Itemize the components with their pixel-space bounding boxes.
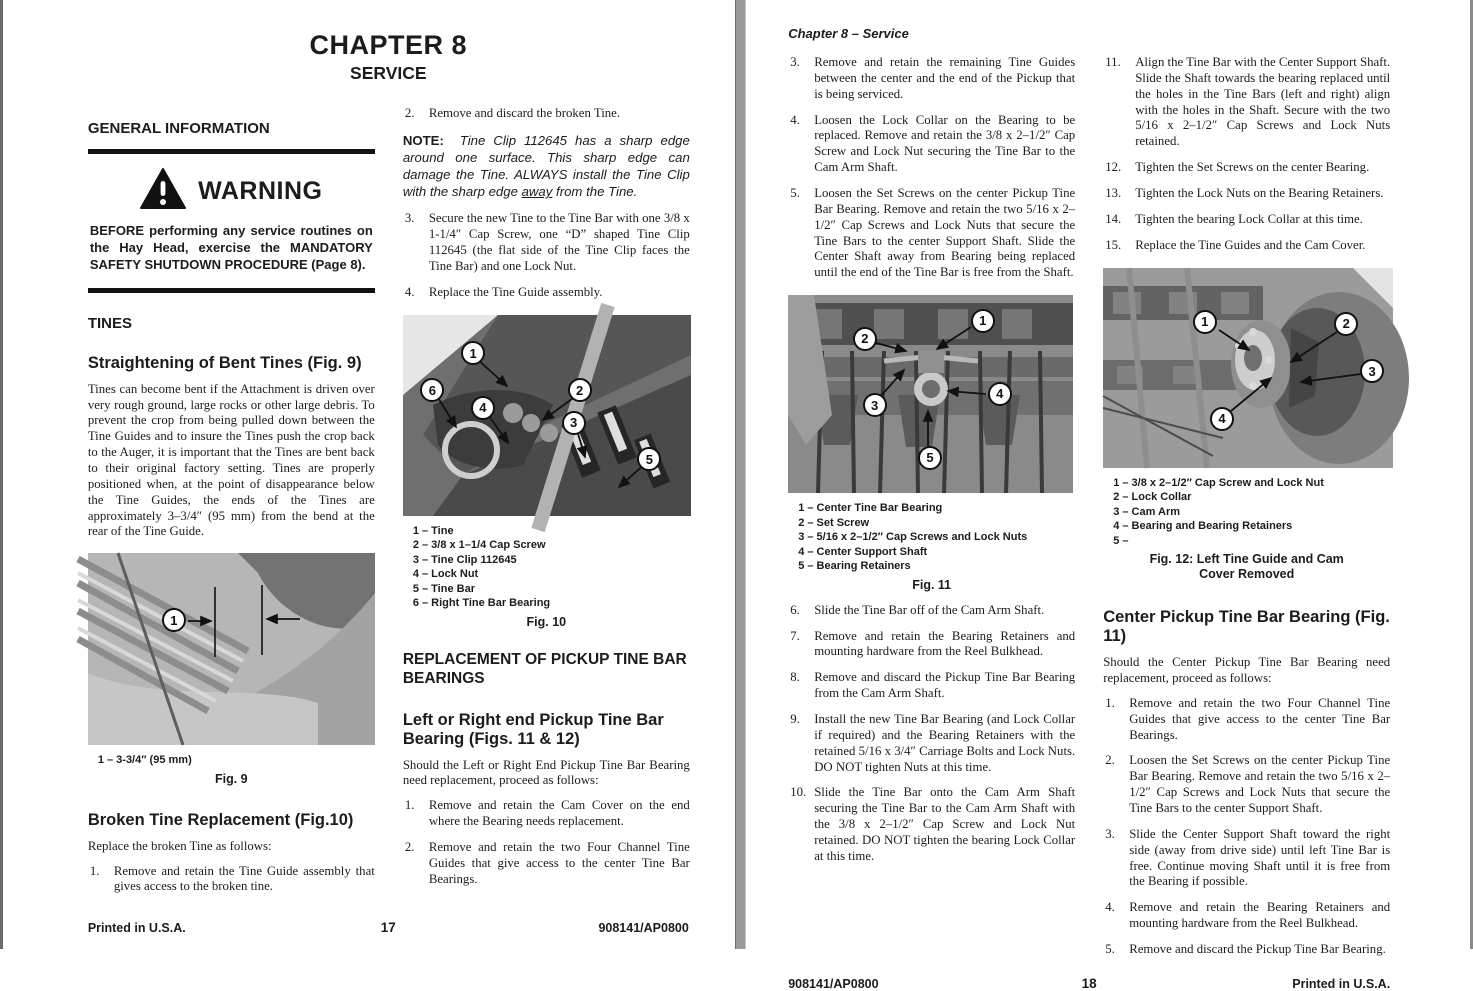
callout-5: 5 — [637, 447, 661, 471]
step-item: 8. Remove and discard the Pickup Tine Bar Bearing from the Cam Arm Shaft. — [790, 670, 1076, 701]
callout-4: 4 — [1210, 407, 1234, 431]
step-item: 14. Tighten the bearing Lock Collar at this time. — [1105, 211, 1363, 226]
step-item: 2. Remove and retain the two Four Channel Tine Guides that give access to the center Tine Bar Bearings. — [404, 840, 690, 886]
step-item: 10. Slide the Tine Bar onto the Cam Arm Shaft securing the Tine Bar to the Cam Arm Shaft with the 3/8 x 2–1/2″ Cap Screw and Lock Nut retained. DO NOT tighten the bearing Lock Collar at this time. — [790, 785, 1076, 863]
p17-column-2 — [403, 106, 690, 905]
broken-tine-heading: Broken Tine Replacement (Fig.10) — [87, 810, 354, 829]
step-item: 4. Loosen the Lock Collar on the Bearing to be replaced. Remove and retain the 3/8 x 2–1/2″ Cap Screw and Lock Nut securing the Tine Bar to the Cam Arm Shaft. — [790, 112, 1076, 175]
chapter-title: CHAPTER 8 — [309, 30, 468, 60]
callout-4: 4 — [988, 382, 1012, 406]
fig9-caption: Fig. 9 — [214, 771, 248, 786]
figure-10 — [403, 315, 690, 516]
callout-3: 3 — [863, 393, 887, 417]
fig10-label-list: 1 – Tine 2 – 3/8 x 1–1/4 Cap Screw 3 – Tine Clip 112645 4 – Lock Nut 5 – Tine Bar 6 – Right Tine Bar Bearing — [412, 524, 551, 610]
warning-label: WARNING — [198, 177, 323, 205]
p18-column-1 — [788, 55, 1075, 968]
p18-column-2 — [1103, 55, 1390, 968]
callout-2: 2 — [853, 327, 877, 351]
callout-6: 6 — [420, 378, 444, 402]
fig11-label-list: 1 – Center Tine Bar Bearing 2 – Set Screw 3 – 5/16 x 2–1/2″ Cap Screws and Lock Nuts 4 – Center Support Shaft 5 – Bearing Retainers — [798, 502, 1028, 573]
callout-1: 1 — [162, 608, 186, 632]
step-item: 13. Tighten the Lock Nuts on the Bearing Retainers. — [1105, 186, 1384, 201]
step-item: 4. Remove and retain the Bearing Retainers and mounting hardware from the Reel Bulkhead. — [1105, 900, 1391, 931]
step-item: 4. Replace the Tine Guide assembly. — [404, 284, 603, 299]
step-item: 1. Remove and retain the Tine Guide assembly that gives access to the broken tine. — [89, 863, 375, 894]
step-item: 3. Remove and retain the remaining Tine Guides between the center and the end of the Pickup that is being serviced. — [790, 55, 1076, 101]
step-item: 6. Slide the Tine Bar off of the Cam Arm Shaft. — [790, 602, 1045, 617]
step-item: 7. Remove and retain the Bearing Retainers and mounting hardware from the Reel Bulkhead. — [790, 628, 1076, 659]
page-18 — [746, 0, 1470, 991]
page-number: 18 — [1081, 975, 1097, 991]
tines-heading: TINES — [87, 314, 132, 332]
callout-2: 2 — [1334, 312, 1358, 336]
footer-printed: Printed in U.S.A. — [87, 921, 186, 935]
broken-tine-intro: Replace the broken Tine as follows: — [87, 838, 272, 853]
center-bearing-heading: Center Pickup Tine Bar Bearing (Fig. 11) — [1103, 608, 1390, 646]
fig10-photo — [403, 315, 691, 516]
fig9-label-list — [98, 753, 375, 768]
replacement-heading: REPLACEMENT OF PICKUP TINE BAR BEARINGS — [402, 650, 687, 688]
warning-triangle-icon — [140, 168, 186, 215]
step-item: 2. Remove and discard the broken Tine. — [404, 106, 621, 120]
warning-text: BEFORE performing any service routines on the Hay Head, exercise the MANDATORY SAFETY SHUTDOWN PROCEDURE (Page 8). — [89, 223, 373, 272]
left-right-intro: Should the Left or Right End Pickup Tine Bar Bearing need replacement, proceed as follows: — [402, 757, 690, 788]
step-item: 3. Secure the new Tine to the Tine Bar with one 3/8 x 1-1/4″ Cap Screw, one “D” shaped Tine Clip 112645 (the flat side of the Tine Clip faces the Tine Bar) and one Lock Nut. — [404, 211, 690, 274]
callout-2: 2 — [568, 378, 592, 402]
footer-doc-number: 908141/AP0800 — [788, 976, 879, 991]
fig12-photo — [1103, 268, 1393, 468]
step-item: 5. Loosen the Set Screws on the center Pickup Tine Bar Bearing. Remove and retain the two 5/16 x 2–1/2″ Cap Screws and Lock Nuts that secure the Tine Bars to the center Support Shaft. Slide the Center Shaft away from Bearing being replaced until the end of the Tine Bar is free from the Shaft. — [790, 186, 1076, 280]
callout-1: 1 — [971, 309, 995, 333]
step-item: 1. Remove and retain the two Four Channel Tine Guides that give access to the center Tine Bar Bearings. — [1105, 695, 1391, 742]
step-item: 5. Remove and discard the Pickup Tine Bar Bearing. — [1105, 942, 1386, 956]
step-item: 1. Remove and retain the Cam Cover on the end where the Bearing needs replacement. — [404, 798, 690, 829]
callout-3: 3 — [562, 411, 586, 435]
step-item: 15. Replace the Tine Guides and the Cam Cover. — [1105, 237, 1366, 252]
callout-5: 5 — [918, 446, 942, 470]
callout-3: 3 — [1360, 359, 1384, 383]
fig11-caption: Fig. 11 — [912, 577, 952, 592]
p18-footer — [788, 968, 1390, 991]
straightening-heading: Straightening of Bent Tines (Fig. 9) — [87, 353, 362, 372]
p17-footer — [88, 912, 689, 935]
step-item: 12. Tighten the Set Screws on the center Bearing. — [1105, 160, 1370, 175]
figure-12 — [1103, 268, 1390, 468]
fig12-label-list: 1 – 3/8 x 2–1/2″ Cap Screw and Lock Nut 2 – Lock Collar 3 – Cam Arm 4 – Bearing and Bearing Retainers 5 – — [1113, 476, 1324, 547]
left-right-heading: Left or Right end Pickup Tine Bar Bearing (Figs. 11 & 12) — [402, 710, 664, 748]
fig9-label: 1 – 3-3/4″ (95 mm) — [97, 754, 192, 767]
callout-1: 1 — [1193, 310, 1217, 334]
step-item: 3. Slide the Center Support Shaft toward the right side (away from drive side) until left Tine Bar is free. Continue moving Shaft until it is free from the Bearing if possible. — [1105, 826, 1391, 889]
page-number: 17 — [380, 920, 396, 935]
chapter-subtitle: SERVICE — [350, 63, 427, 83]
center-bearing-intro: Should the Center Pickup Tine Bar Bearing need replacement, proceed as follows: — [1103, 655, 1391, 685]
note-paragraph: NOTE: Tine Clip 112645 has a sharp edge around one surface. This sharp edge can damage the Tine. ALWAYS install the Tine Clip with the sharp edge away from the Tine. — [402, 132, 690, 200]
footer-doc-number: 908141/AP0800 — [598, 921, 689, 935]
running-header: Chapter 8 – Service — [788, 26, 909, 41]
straightening-paragraph: Tines can become bent if the Attachment is driven over very rough ground, large rocks or other large debris. To prevent the crop from being pulled down between the Tine Guides and to insure the Tines push the crop back to the Auger, it is important that the Tines are bent back to their original factory setting. Tines are properly positioned when, at the point of disappearance below the Tine Guides, the ends of the Tines are approximately 3–3/4″ (95 mm) from the bend at the rear of the Tine Guide. — [87, 381, 375, 539]
page-17 — [3, 0, 735, 949]
page-gutter — [735, 0, 746, 949]
fig12-caption: Fig. 12: Left Tine Guide and Cam Cover Removed — [1149, 552, 1344, 582]
callout-4: 4 — [471, 396, 495, 420]
fig9-photo — [88, 553, 375, 745]
step-item: 9. Install the new Tine Bar Bearing (and Lock Collar if required) and the Bearing Retainers with the retained 5/16 x 3/4″ Carriage Bolts and Lock Nuts. DO NOT tighten Nuts at this time. — [790, 712, 1076, 774]
general-information-heading: GENERAL INFORMATION — [87, 120, 270, 137]
footer-printed: Printed in U.S.A. — [1292, 976, 1391, 991]
fig10-caption: Fig. 10 — [526, 614, 567, 629]
p17-column-1 — [88, 106, 375, 905]
figure-11 — [788, 295, 1075, 493]
callout-1: 1 — [461, 341, 485, 365]
step-item: 11. Align the Tine Bar with the Center Support Shaft. Slide the Shaft towards the bearing replaced until the holes in the Tine Bars (left and right) align with the holes in the Shaft. Secure with the two 5/16 x 2–1/2″ Cap Screws and Lock Nuts retained. — [1105, 55, 1391, 149]
step-item: 2. Loosen the Set Screws on the center Pickup Tine Bar Bearing. Remove and retain the two 5/16 x 2–1/2″ Cap Screws and Lock Nuts that secure the Tine Bars to the center Support Shaft. — [1105, 753, 1391, 815]
figure-9 — [88, 553, 375, 745]
rule — [88, 149, 375, 154]
rule — [88, 288, 375, 293]
